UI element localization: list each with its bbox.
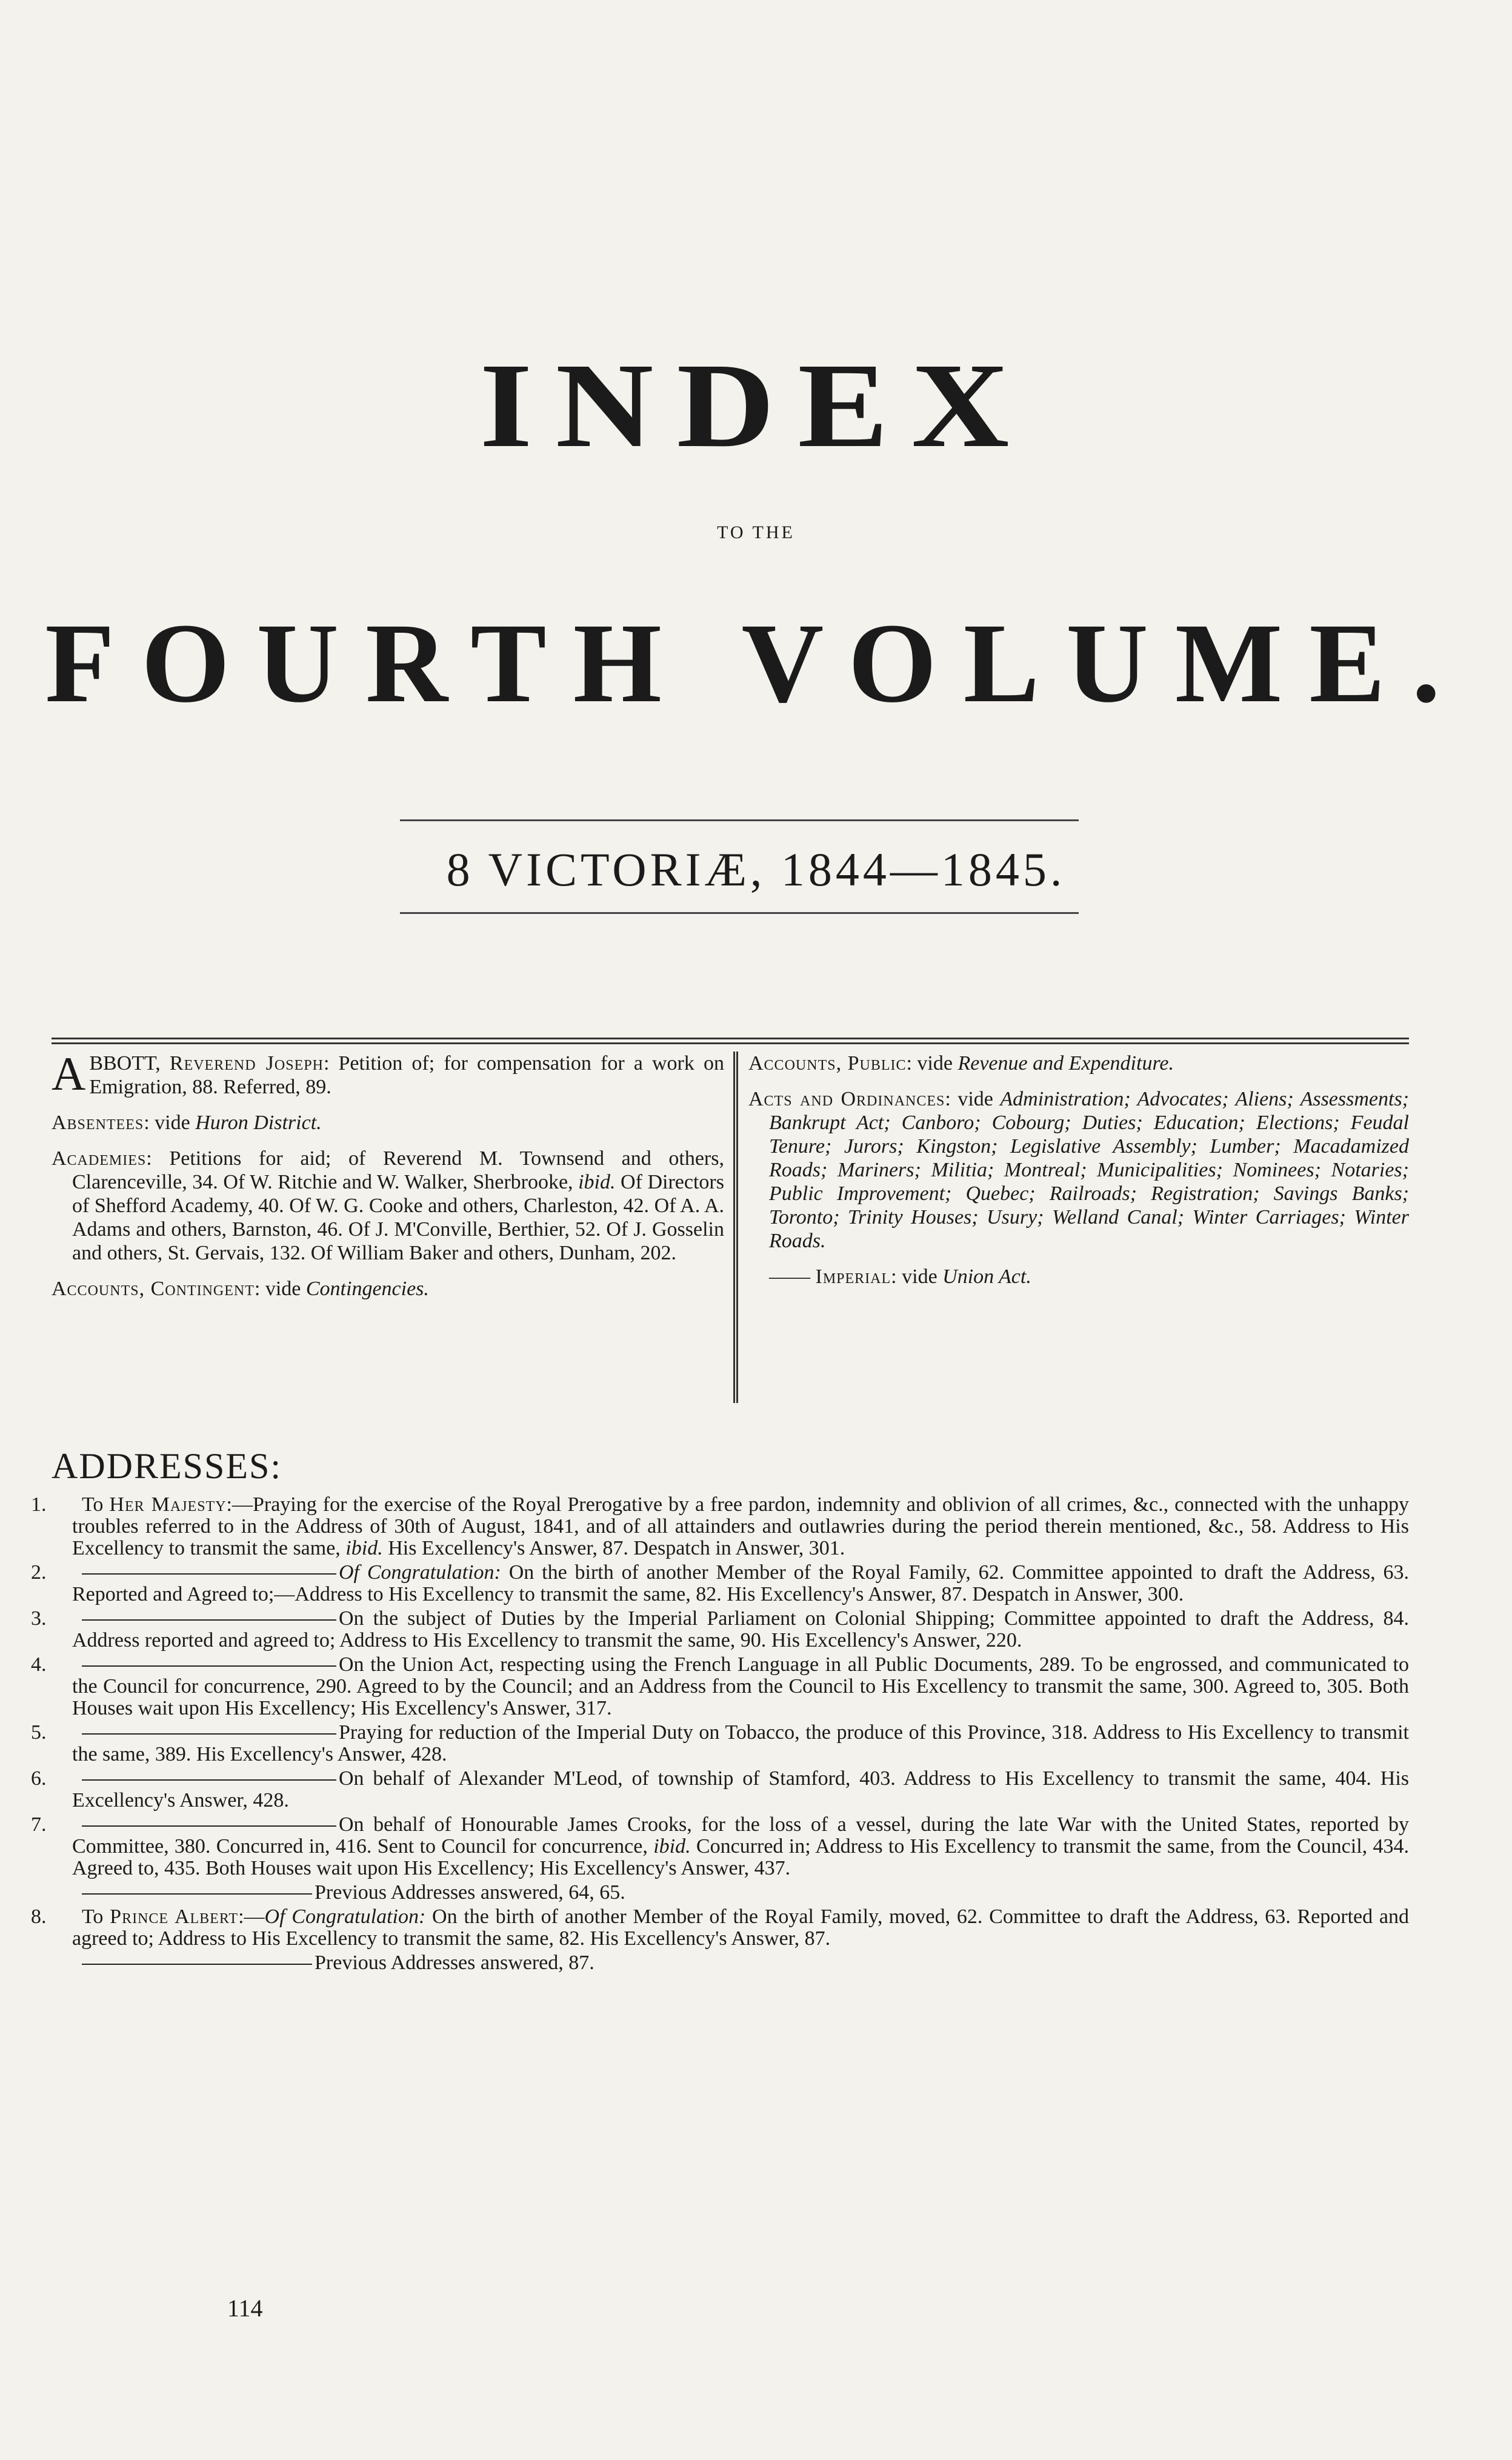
entry-text: : vide <box>144 1112 196 1134</box>
item-italic: Of Congratulation: <box>339 1561 501 1584</box>
entry-text: : vide <box>891 1265 943 1288</box>
entry-name: Reverend Joseph <box>169 1052 324 1075</box>
item-text: On the birth of another Member of the Royal Family, 62. Committee appointed to draft the Address, 63. Reported and Agreed to;—Address to His Excellency to transmit the same, 82. His Excellency's Answer, 87. Despatch in Answer, 300. <box>72 1561 1409 1605</box>
address-item-8 <box>31 1905 1409 1950</box>
entry-absentees <box>52 1111 724 1135</box>
item-number: 6. <box>31 1767 47 1790</box>
section-rule <box>52 1038 1409 1039</box>
item-text: On behalf of Honourable James Crooks, for the loss of a vessel, during the late War with the United States, reported by Committee, 380. Concurred in, 416. Sent to Council for concurrence, <box>72 1813 1409 1858</box>
entry-abbott <box>52 1047 724 1100</box>
reign-subtitle: 8 VICTORIÆ, 1844—1845. <box>446 843 1066 896</box>
entry-head: Imperial <box>815 1265 891 1288</box>
entry-head: Accounts, Contingent <box>52 1278 255 1300</box>
item-number: 8. <box>31 1905 47 1928</box>
item-text: Previous Addresses answered, 64, 65. <box>315 1881 625 1904</box>
entry-acts <box>748 1087 1409 1253</box>
drop-cap: A <box>52 1047 86 1100</box>
ditto-dash <box>82 1779 336 1781</box>
page-number: 114 <box>227 2295 263 2322</box>
entry-head: Academies <box>52 1147 147 1170</box>
item-lead-name: Her Majesty <box>109 1493 227 1516</box>
entry-text: : Petition of; for compensation for a work on Emigration, 88. Referred, 89. <box>89 1052 724 1098</box>
index-title: INDEX <box>479 339 1033 473</box>
item-text: Praying for reduction of the Imperial Duty on Tobacco, the produce of this Province, 318. Address to His Excellency to transmit the same, 389. His Excellency's Answer, 428. <box>72 1721 1409 1765</box>
entry-academies <box>52 1147 724 1265</box>
item-text-2: His Excellency's Answer, 87. Despatch in Answer, 301. <box>382 1537 845 1559</box>
entry-text-2: Of Directors of Shefford Academy, 40. Of W. G. Cooke and others, Charleston, 42. Of A. A. Adams and others, Barnston, 46. Of J. M'Conville, Berthier, 52. Of J. Gosselin and others, St. Gervais, 132. Of William Baker and others, Dunham, 202. <box>72 1171 724 1264</box>
item-text: :—Praying for the exercise of the Royal Prerogative by a free pardon, indemnity and oblivion of all crimes, &c., connected with the unhappy troubles referred to in the Address of 30th of August, 1841, and of all attainders and outlawries during the period therein mentioned, &c., 58. Address to His Excellency to transmit the same, <box>72 1493 1410 1559</box>
address-item-8-previous <box>52 1952 1409 1974</box>
address-item-4 <box>31 1653 1409 1719</box>
item-lead: To <box>82 1905 110 1928</box>
wavy-rule-bottom <box>400 912 1079 919</box>
item-text: Previous Addresses answered, 87. <box>315 1952 594 1974</box>
left-column <box>52 1047 724 1313</box>
item-number: 3. <box>31 1607 47 1630</box>
address-item-5 <box>31 1721 1409 1765</box>
entry-accounts-contingent <box>52 1277 724 1301</box>
address-item-1 <box>31 1493 1410 1559</box>
entry-ref: Huron District. <box>195 1112 322 1134</box>
item-ibid: ibid. <box>653 1835 691 1858</box>
entry-ref: Contingencies. <box>305 1278 429 1300</box>
ditto-dash <box>82 1619 336 1621</box>
item-text: On the Union Act, respecting using the French Language in all Public Documents, 289. To be engrossed, and communicated to the Council for concurrence, 290. Agreed to by the Council; and an Address from the Council to His Excellency to transmit the same, 300. Agreed to, 305. Both Houses wait upon His Excellency; His Excellency's Answer, 317. <box>72 1653 1409 1719</box>
section-rule-double <box>52 1042 1409 1044</box>
wavy-rule-top <box>400 819 1079 826</box>
addresses-heading: ADDRESSES: <box>52 1446 282 1486</box>
item-number: 7. <box>31 1813 47 1836</box>
entry-dash: —— <box>769 1265 810 1288</box>
item-text: :— <box>238 1905 265 1928</box>
index-columns <box>52 1047 1410 1403</box>
ditto-dash <box>82 1665 336 1667</box>
address-item-7 <box>31 1813 1409 1879</box>
item-text: On the subject of Duties by the Imperial Parliament on Colonial Shipping; Committee appointed to draft the Address, 84. Address reported and agreed to; Address to His Excellency to transmit the same, 90. His Excellency's Answer, 220. <box>72 1607 1409 1652</box>
address-item-7-previous <box>52 1882 1409 1904</box>
entry-head: Accounts, Public <box>748 1052 907 1075</box>
entry-text: : Petitions for aid; of Reverend M. Townsend and others, Clarenceville, 34. Of W. Ritchie and W. Walker, Sherbrooke, <box>72 1147 724 1193</box>
entry-imperial <box>748 1265 1409 1288</box>
addresses-list <box>31 1493 1410 1976</box>
item-ibid: ibid. <box>345 1537 383 1559</box>
volume-title: FOURTH VOLUME. <box>45 599 1467 726</box>
entry-ref: Union Act. <box>942 1265 1031 1288</box>
address-item-6 <box>31 1767 1409 1812</box>
column-divider <box>733 1052 738 1403</box>
entry-ref: Revenue and Expenditure. <box>957 1052 1174 1075</box>
entry-head: Acts and Ordinances <box>748 1088 945 1110</box>
address-item-2 <box>31 1561 1409 1605</box>
entry-ref: Administration; Advocates; Aliens; Assessments; Bankrupt Act; Canboro; Cobourg; Duties; Education; Elections; Feudal Tenure; Jurors; Kingston; Legislative Assembly; Lumber; Macadamized Roads; Mariners; Militia; Montreal; Municipalities; Nominees; Notaries; Public Improvement; Quebec; Railroads; Registration; Savings Banks; Toronto; Trinity Houses; Usury; Welland Canal; Winter Carriages; Winter Roads. <box>769 1088 1410 1252</box>
ditto-dash <box>82 1893 312 1895</box>
entry-text: : vide <box>945 1088 1001 1110</box>
item-number: 2. <box>31 1561 47 1584</box>
ditto-dash <box>82 1733 336 1735</box>
to-the-caption: TO THE <box>717 522 795 542</box>
item-lead: To <box>82 1493 110 1516</box>
entry-accounts-public <box>748 1052 1409 1075</box>
address-item-3 <box>31 1607 1409 1652</box>
item-number: 4. <box>31 1653 47 1676</box>
ditto-dash <box>82 1964 312 1965</box>
entry-head: Absentees <box>52 1112 144 1134</box>
entry-text: : vide <box>906 1052 958 1075</box>
entry-text: : vide <box>254 1278 306 1300</box>
entry-head: BBOTT, <box>89 1052 170 1075</box>
entry-ibid: ibid. <box>578 1171 616 1193</box>
item-text-2: On the birth of another Member of the Royal Family, moved, 62. Committee to draft the Address, 63. Reported and agreed to; Address to His Excellency to transmit the same, 82. His Excellency's Answer, 87. <box>72 1905 1409 1950</box>
item-italic: Of Congratulation: <box>264 1905 426 1928</box>
ditto-dash <box>82 1825 336 1827</box>
item-number: 5. <box>31 1721 47 1744</box>
item-text-2: Concurred in; Address to His Excellency to transmit the same, from the Council, 434. Agreed to, 435. Both Houses wait upon His Excellency; His Excellency's Answer, 437. <box>72 1835 1409 1879</box>
item-lead-name: Prince Albert <box>110 1905 239 1928</box>
ditto-dash <box>82 1573 336 1575</box>
right-column <box>748 1052 1409 1301</box>
item-number: 1. <box>31 1493 47 1516</box>
item-text: On behalf of Alexander M'Leod, of township of Stamford, 403. Address to His Excellency to transmit the same, 404. His Excellency's Answer, 428. <box>72 1767 1409 1812</box>
